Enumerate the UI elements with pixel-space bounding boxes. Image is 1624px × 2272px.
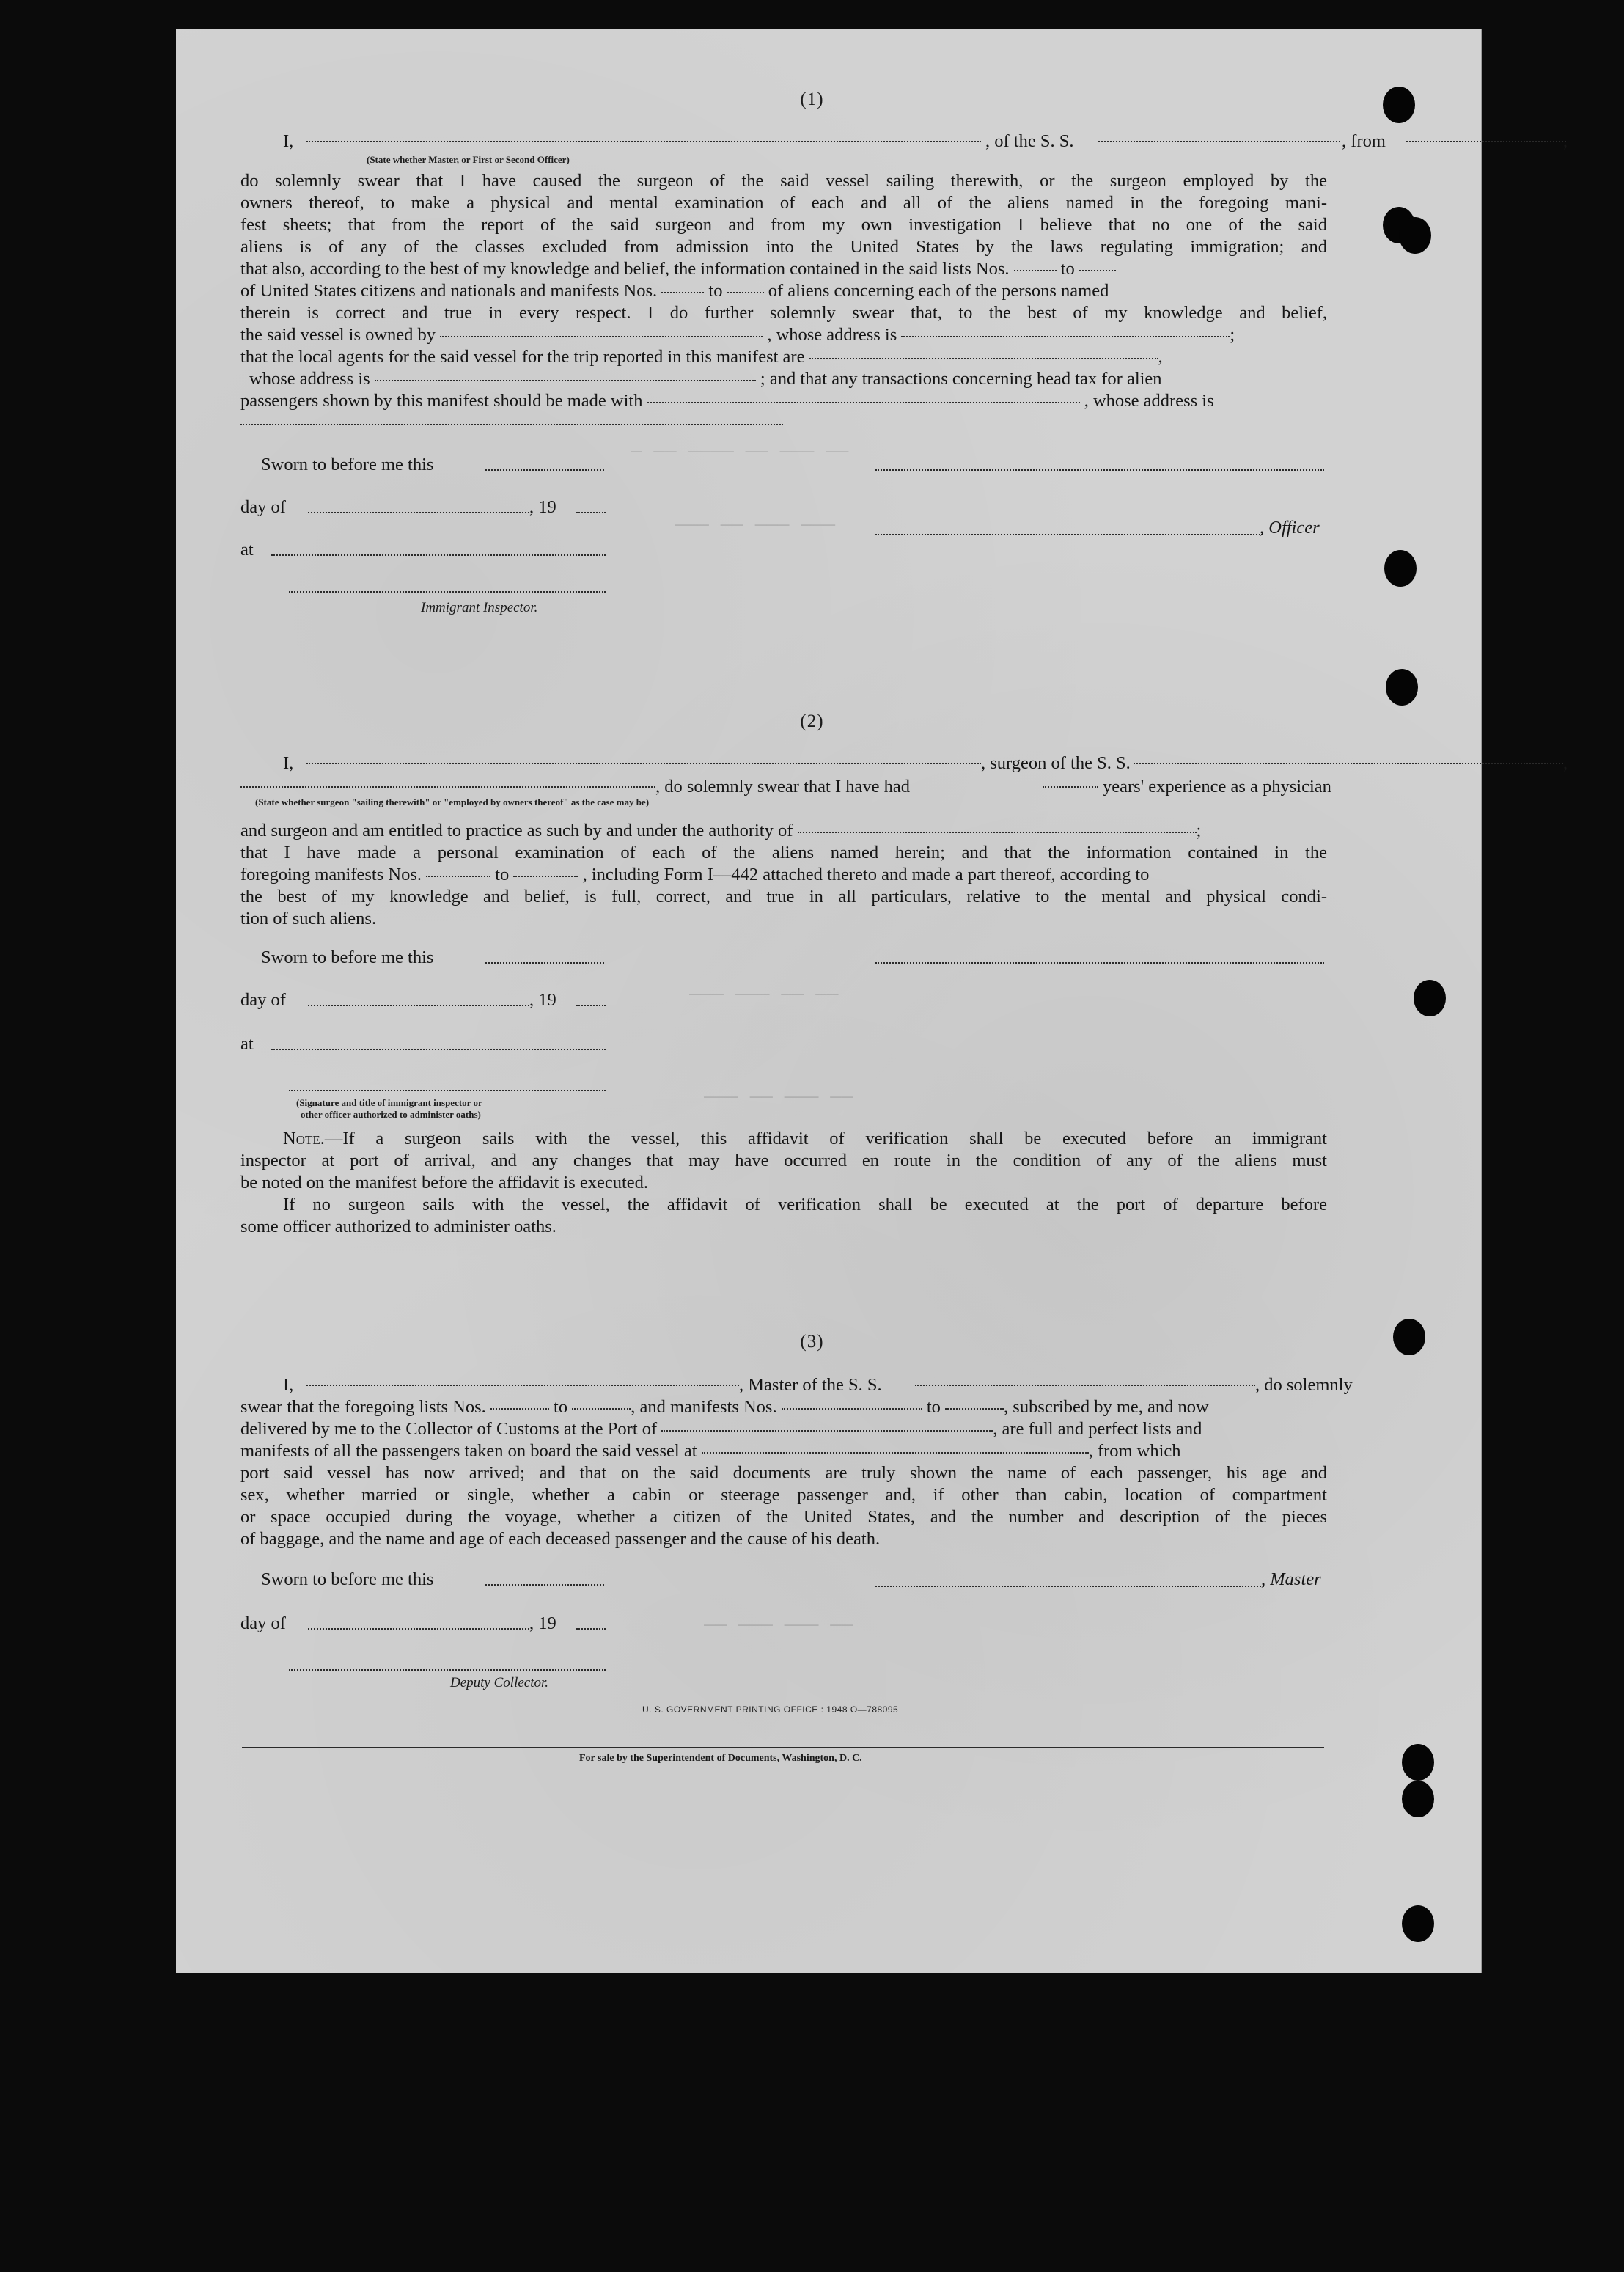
punch-hole (1402, 1905, 1434, 1942)
address-rule (240, 424, 783, 425)
at-label: at (240, 540, 254, 560)
master-text-line: sex, whether married or single, whether a cabin or steerage passenger and, if other than cabin, location of compartment (240, 1485, 1327, 1505)
oath-text-line: that also, according to the best of my knowledge and belief, the information contained in the said lists Nos. to (240, 258, 1327, 280)
officer-label: , Officer (1260, 518, 1320, 538)
year-rule (576, 1628, 606, 1630)
note-line: be noted on the manifest before the affidavit is executed. (240, 1173, 649, 1192)
note-line: If no surgeon sails with the vessel, the affidavit of verification shall be executed at the port of departure before (283, 1195, 1327, 1214)
day-of-label: day of (240, 990, 286, 1010)
inspector-signature-rule (289, 1090, 606, 1091)
sworn-label: Sworn to before me this (261, 948, 434, 967)
year-label: , 19 (529, 497, 556, 517)
owner-line: the said vessel is owned by , whose address is ; (240, 325, 1235, 345)
surgeon-text-line: and surgeon and am entitled to practice as such by and under the authority of ; (240, 821, 1202, 840)
section-number: (3) (800, 1332, 824, 1352)
signature-caption: other officer authorized to administer oaths) (301, 1109, 481, 1120)
surgeon-text-line: the best of my knowledge and belief, is full, correct, and true in all particulars, relative to the mental and physical condi- (240, 887, 1327, 906)
note-line: inspector at port of arrival, and any changes that may have occurred en route in the condition of any of the aliens must (240, 1151, 1327, 1170)
day-rule (308, 1005, 529, 1006)
at-rule (271, 554, 606, 556)
oath-text-line: of United States citizens and nationals and manifests Nos. to of aliens concerning each of the persons named (240, 281, 1109, 301)
at-label: at (240, 1034, 254, 1054)
surgeon-signature-rule (875, 962, 1324, 964)
officer-rule (875, 534, 1263, 535)
master-text-line: swear that the foregoing lists Nos. to , and manifests Nos. to , subscribed by me, and now (240, 1397, 1209, 1417)
bleed-through: — —— ———— —— ——— —— (631, 440, 849, 462)
sworn-rule (485, 469, 604, 471)
punch-hole (1399, 217, 1431, 254)
day-rule (308, 1628, 529, 1630)
master-label: , Master (1261, 1569, 1321, 1589)
section-number: (2) (800, 711, 824, 731)
footer-text: For sale by the Superintendent of Documents, Washington, D. C. (579, 1753, 862, 1764)
inspector-caption: Immigrant Inspector. (421, 600, 538, 615)
agents-line: that the local agents for the said vessel for the trip reported in this manifest are , (240, 347, 1163, 367)
sworn-rule (485, 1584, 604, 1586)
master-text-line: manifests of all the passengers taken on board the said vessel at , from which (240, 1441, 1181, 1461)
master-text-line: of baggage, and the name and age of each deceased passenger and the cause of his death. (240, 1529, 881, 1549)
sworn-label: Sworn to before me this (261, 1569, 434, 1589)
head-tax-line: passengers shown by this manifest should be made with , whose address is (240, 391, 1214, 411)
day-of-label: day of (240, 497, 286, 517)
day-rule (308, 512, 529, 513)
note-line: some officer authorized to administer oaths. (240, 1217, 556, 1236)
sworn-label: Sworn to before me this (261, 455, 434, 474)
punch-hole (1414, 980, 1446, 1016)
inspector-signature-rule (289, 591, 606, 593)
oath-text-line: do solemnly swear that I have caused the surgeon of the said vessel sailing therewith, or the surgeon employed by the (240, 171, 1327, 191)
master-signature-rule (875, 1586, 1264, 1587)
signature-caption: (Signature and title of immigrant inspector or (296, 1097, 482, 1108)
oath-text-line: aliens is of any of the classes excluded from admission into the United States by the laws regulating immigration; and (240, 237, 1327, 257)
oath-text-line: therein is correct and true in every respect. I do further solemnly swear that, to the best of my knowledge and belief, (240, 303, 1327, 323)
bleed-through: —— ——— ——— —— (704, 1613, 853, 1635)
year-rule (576, 1005, 606, 1006)
deputy-signature-rule (289, 1669, 606, 1671)
year-label: , 19 (529, 1613, 556, 1633)
note-line: Note.—If a surgeon sails with the vessel, this affidavit of verification shall be executed before an immigrant (283, 1129, 1327, 1148)
year-rule (576, 512, 606, 513)
master-text-line: or space occupied during the voyage, whether a citizen of the United States, and the number and description of the pieces (240, 1507, 1327, 1527)
master-text-line: port said vessel has now arrived; and that on the said documents are truly shown the name of each passenger, his age and (240, 1463, 1327, 1483)
punch-hole (1384, 550, 1417, 587)
at-rule (271, 1049, 606, 1050)
surgeon-text-line: tion of such aliens. (240, 909, 377, 928)
deputy-caption: Deputy Collector. (450, 1675, 549, 1690)
master-text-line: delivered by me to the Collector of Customs at the Port of , are full and perfect lists and (240, 1419, 1202, 1439)
day-of-label: day of (240, 1613, 286, 1633)
section-number: (1) (800, 89, 824, 109)
punch-hole (1402, 1781, 1434, 1817)
punch-hole (1402, 1744, 1434, 1781)
oath-text-line: fest sheets; that from the report of the said surgeon and from my own investigation I believe that no one of the said (240, 215, 1327, 235)
oath-text-line: owners thereof, to make a physical and mental examination of each and all of the aliens named in the foregoing mani- (240, 193, 1327, 213)
sworn-rule (485, 962, 604, 964)
surgeon-text-line: that I have made a personal examination of each of the aliens named herein; and that the information contained in the (240, 843, 1327, 862)
bleed-through: ——— —— ——— —— (704, 1085, 853, 1107)
footer-rule (242, 1747, 1324, 1748)
bleed-through: ——— —— ——— ——— (675, 513, 836, 535)
bleed-through: ——— ——— —— —— (689, 983, 839, 1005)
agents-address-line: whose address is ; and that any transactions concerning head tax for alien (249, 369, 1162, 389)
officer-caption: (State whether Master, or First or Second Officer) (367, 154, 570, 165)
year-label: , 19 (529, 990, 556, 1010)
punch-hole (1386, 669, 1418, 706)
surgeon-caption: (State whether surgeon "sailing therewith" or "employed by owners thereof" as the case may be) (255, 796, 650, 807)
officer-signature-rule (875, 469, 1324, 471)
surgeon-text-line: foregoing manifests Nos. to , including Form I—442 attached thereto and made a part thereof, according to (240, 865, 1150, 884)
gpo-imprint: U. S. GOVERNMENT PRINTING OFFICE : 1948 O—788095 (642, 1704, 899, 1715)
